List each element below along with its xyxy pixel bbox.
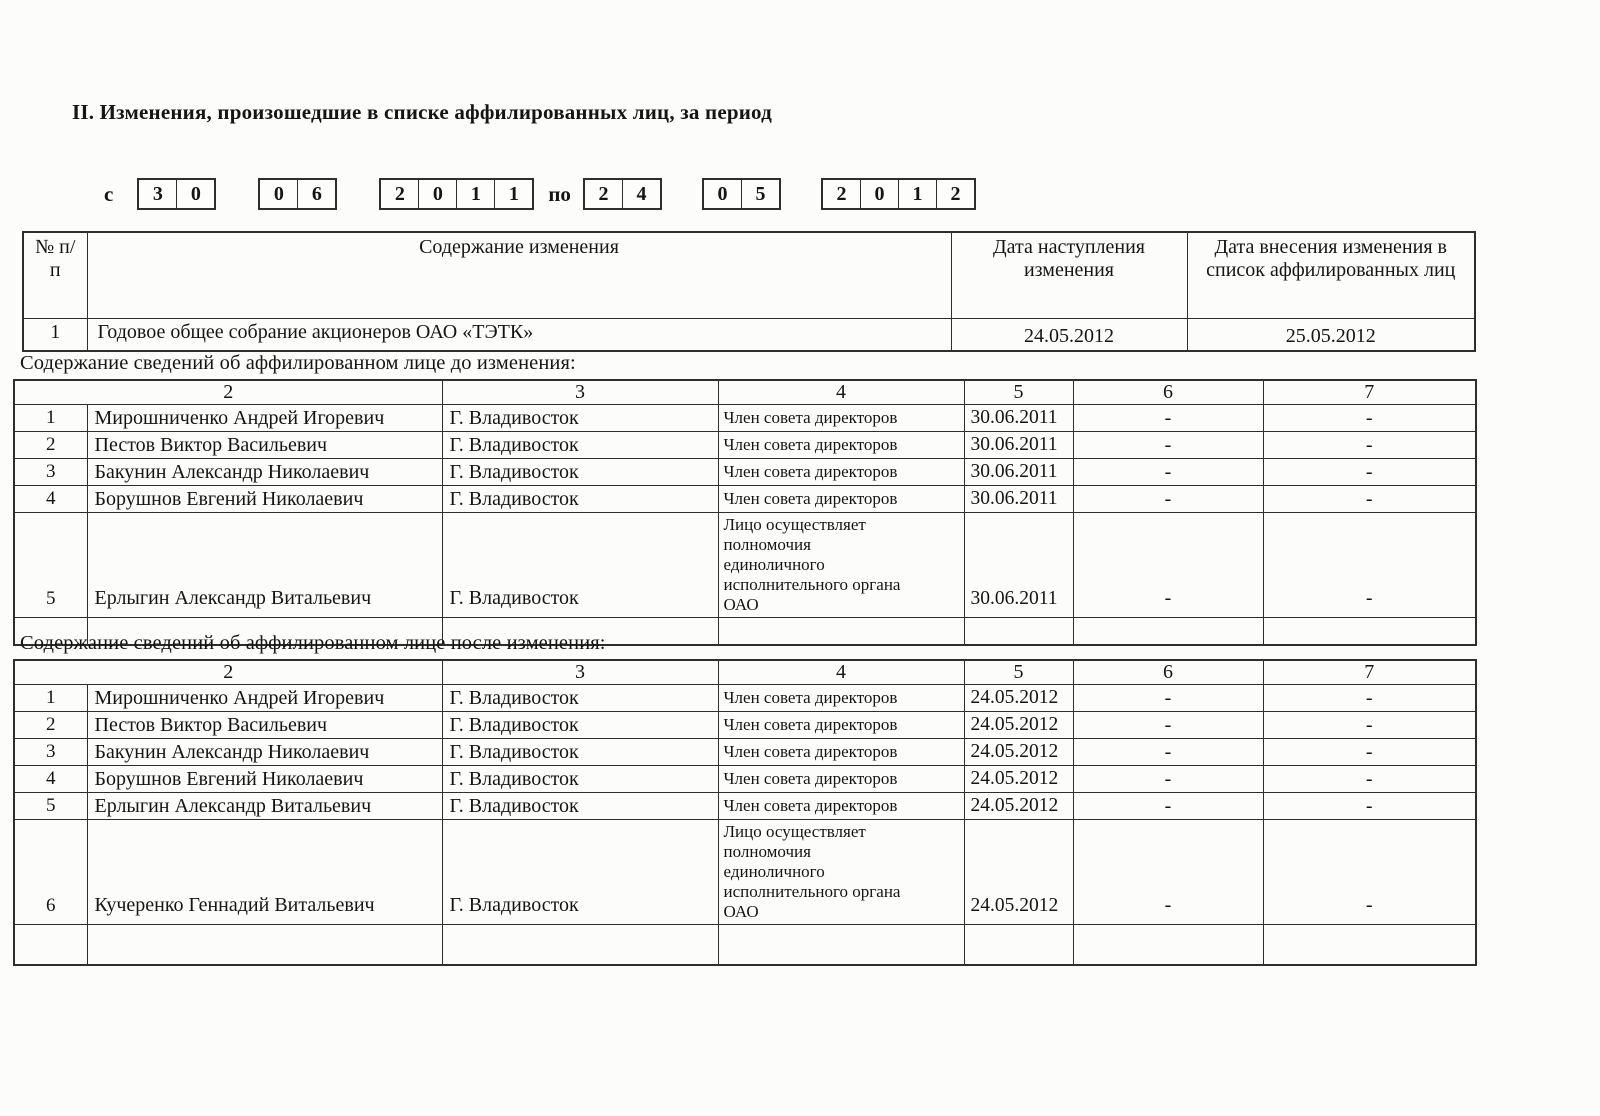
cell-change-content: Годовое общее собрание акционеров ОАО «ТЭТК» [87, 318, 951, 351]
before-section-label: Содержание сведений об аффилированном лице до изменения: [20, 352, 576, 374]
period-to-day-box [583, 178, 662, 210]
col-header-date-occurred: Дата наступления изменения [951, 232, 1187, 318]
before-table [13, 379, 1477, 646]
cell-position: Член совета директоров [718, 766, 964, 793]
cell-col6: - [1073, 820, 1263, 925]
cell-col6: - [1073, 432, 1263, 459]
cell-col6: - [1073, 405, 1263, 432]
column-number-row [14, 380, 1476, 405]
empty-row [14, 925, 1476, 965]
col-number-7: 7 [1263, 660, 1476, 685]
col-number-5: 5 [964, 660, 1073, 685]
cell-person-name: Бакунин Александр Николаевич [87, 739, 442, 766]
cell-date: 24.05.2012 [964, 739, 1073, 766]
digit-cell: 1 [508, 182, 519, 205]
period-from-day-box [137, 178, 216, 210]
cell-date-occurred: 24.05.2012 [951, 318, 1187, 351]
empty-cell [1073, 925, 1263, 965]
col-number-7: 7 [1263, 380, 1476, 405]
cell-row-number: 1 [14, 405, 87, 432]
cell-position: Член совета директоров [718, 685, 964, 712]
cell-city: Г. Владивосток [442, 766, 718, 793]
cell-position: Член совета директоров [718, 405, 964, 432]
empty-cell [718, 925, 964, 965]
period-to-year-box [821, 178, 976, 210]
cell-date: 30.06.2011 [964, 486, 1073, 513]
cell-date: 24.05.2012 [964, 793, 1073, 820]
period-to-month-box [702, 178, 781, 210]
cell-col7: - [1263, 459, 1476, 486]
digit-cell: 1 [899, 180, 937, 208]
cell-col7: - [1263, 405, 1476, 432]
col-number-2: 2 [14, 380, 442, 405]
digit-cell: 0 [190, 182, 201, 205]
col-number-6: 6 [1073, 380, 1263, 405]
table-row [14, 739, 1476, 766]
cell-col7: - [1263, 766, 1476, 793]
digit-cell: 4 [636, 182, 647, 205]
period-from-year-box [379, 178, 534, 210]
digit-cell: 1 [457, 180, 495, 208]
table-row [23, 318, 1475, 351]
table-row [14, 766, 1476, 793]
digit-cell: 2 [381, 180, 419, 208]
cell-position: Член совета директоров [718, 712, 964, 739]
cell-person-name: Борушнов Евгений Николаевич [87, 486, 442, 513]
col-number-4: 4 [718, 380, 964, 405]
cell-row-number: 5 [14, 793, 87, 820]
cell-col7: - [1263, 432, 1476, 459]
digit-cell: 0 [260, 180, 298, 208]
cell-col7: - [1263, 513, 1476, 618]
col-number-4: 4 [718, 660, 964, 685]
table-row [14, 405, 1476, 432]
period-to-label: по [548, 182, 571, 206]
cell-city: Г. Владивосток [442, 486, 718, 513]
cell-date-entered: 25.05.2012 [1187, 318, 1475, 351]
cell-position: Лицо осуществляет полномочия единоличного исполнительного органа ОАО [718, 513, 964, 618]
col-header-content: Содержание изменения [87, 232, 951, 318]
col-number-3: 3 [442, 380, 718, 405]
cell-city: Г. Владивосток [442, 739, 718, 766]
empty-cell [14, 925, 87, 965]
table-row [14, 820, 1476, 925]
cell-person-name: Кучеренко Геннадий Витальевич [87, 820, 442, 925]
digit-cell: 2 [823, 180, 861, 208]
table-row [14, 513, 1476, 618]
col-header-date-entered: Дата внесения изменения в список аффилированных лиц [1187, 232, 1475, 318]
cell-position: Лицо осуществляет полномочия единоличного исполнительного органа ОАО [718, 820, 964, 925]
cell-col6: - [1073, 793, 1263, 820]
empty-cell [442, 925, 718, 965]
cell-row-number: 3 [14, 459, 87, 486]
digit-cell: 0 [704, 180, 742, 208]
col-number-6: 6 [1073, 660, 1263, 685]
cell-person-name: Ерлыгин Александр Витальевич [87, 793, 442, 820]
cell-row-number: 4 [14, 766, 87, 793]
digit-cell: 0 [861, 180, 899, 208]
cell-row-number: 6 [14, 820, 87, 925]
cell-person-name: Бакунин Александр Николаевич [87, 459, 442, 486]
cell-row-number: 4 [14, 486, 87, 513]
empty-cell [964, 618, 1073, 645]
empty-cell [1263, 618, 1476, 645]
table-row [14, 459, 1476, 486]
cell-col7: - [1263, 793, 1476, 820]
cell-person-name: Пестов Виктор Васильевич [87, 432, 442, 459]
cell-date: 30.06.2011 [964, 513, 1073, 618]
cell-col7: - [1263, 712, 1476, 739]
table-row [14, 685, 1476, 712]
cell-person-name: Мирошниченко Андрей Игоревич [87, 405, 442, 432]
column-number-row [14, 660, 1476, 685]
cell-person-name: Пестов Виктор Васильевич [87, 712, 442, 739]
cell-date: 30.06.2011 [964, 432, 1073, 459]
digit-cell: 5 [755, 182, 766, 205]
digit-cell: 6 [311, 182, 322, 205]
cell-col6: - [1073, 685, 1263, 712]
cell-col6: - [1073, 712, 1263, 739]
col-number-5: 5 [964, 380, 1073, 405]
period-from-month-box [258, 178, 337, 210]
cell-row-number: 3 [14, 739, 87, 766]
digit-cell: 0 [419, 180, 457, 208]
cell-person-name: Мирошниченко Андрей Игоревич [87, 685, 442, 712]
cell-date: 24.05.2012 [964, 766, 1073, 793]
cell-row-number: 5 [14, 513, 87, 618]
changes-header-row [23, 232, 1475, 318]
empty-cell [964, 925, 1073, 965]
after-section-label: Содержание сведений об аффилированном лице после изменения: [20, 632, 606, 654]
cell-col7: - [1263, 820, 1476, 925]
cell-position: Член совета директоров [718, 432, 964, 459]
changes-table [22, 231, 1476, 352]
cell-city: Г. Владивосток [442, 793, 718, 820]
cell-date: 24.05.2012 [964, 685, 1073, 712]
cell-date: 24.05.2012 [964, 820, 1073, 925]
cell-city: Г. Владивосток [442, 513, 718, 618]
digit-cell: 2 [585, 180, 623, 208]
cell-city: Г. Владивосток [442, 685, 718, 712]
empty-cell [1073, 618, 1263, 645]
cell-city: Г. Владивосток [442, 820, 718, 925]
cell-row-number: 1 [23, 318, 87, 351]
cell-city: Г. Владивосток [442, 459, 718, 486]
period-from-label: с [104, 182, 114, 206]
empty-cell [87, 925, 442, 965]
cell-position: Член совета директоров [718, 793, 964, 820]
cell-col6: - [1073, 766, 1263, 793]
table-row [14, 793, 1476, 820]
cell-date: 30.06.2011 [964, 459, 1073, 486]
cell-col7: - [1263, 685, 1476, 712]
cell-date: 30.06.2011 [964, 405, 1073, 432]
empty-cell [1263, 925, 1476, 965]
cell-col7: - [1263, 486, 1476, 513]
cell-position: Член совета директоров [718, 739, 964, 766]
empty-cell [718, 618, 964, 645]
digit-cell: 3 [139, 180, 177, 208]
cell-col7: - [1263, 739, 1476, 766]
cell-city: Г. Владивосток [442, 432, 718, 459]
col-number-2: 2 [14, 660, 442, 685]
cell-position: Член совета директоров [718, 486, 964, 513]
cell-row-number: 2 [14, 432, 87, 459]
cell-row-number: 2 [14, 712, 87, 739]
table-row [14, 712, 1476, 739]
col-header-num: № п/п [23, 232, 87, 318]
cell-position: Член совета директоров [718, 459, 964, 486]
cell-col6: - [1073, 486, 1263, 513]
cell-col6: - [1073, 739, 1263, 766]
cell-city: Г. Владивосток [442, 405, 718, 432]
table-row [14, 432, 1476, 459]
cell-date: 24.05.2012 [964, 712, 1073, 739]
cell-person-name: Ерлыгин Александр Витальевич [87, 513, 442, 618]
cell-person-name: Борушнов Евгений Николаевич [87, 766, 442, 793]
table-row [14, 486, 1476, 513]
cell-city: Г. Владивосток [442, 712, 718, 739]
digit-cell: 2 [950, 182, 961, 205]
cell-col6: - [1073, 513, 1263, 618]
period-row [104, 178, 976, 210]
page-title: II. Изменения, произошедшие в списке аффилированных лиц, за период [72, 100, 772, 124]
cell-row-number: 1 [14, 685, 87, 712]
cell-col6: - [1073, 459, 1263, 486]
after-table [13, 659, 1477, 966]
col-number-3: 3 [442, 660, 718, 685]
